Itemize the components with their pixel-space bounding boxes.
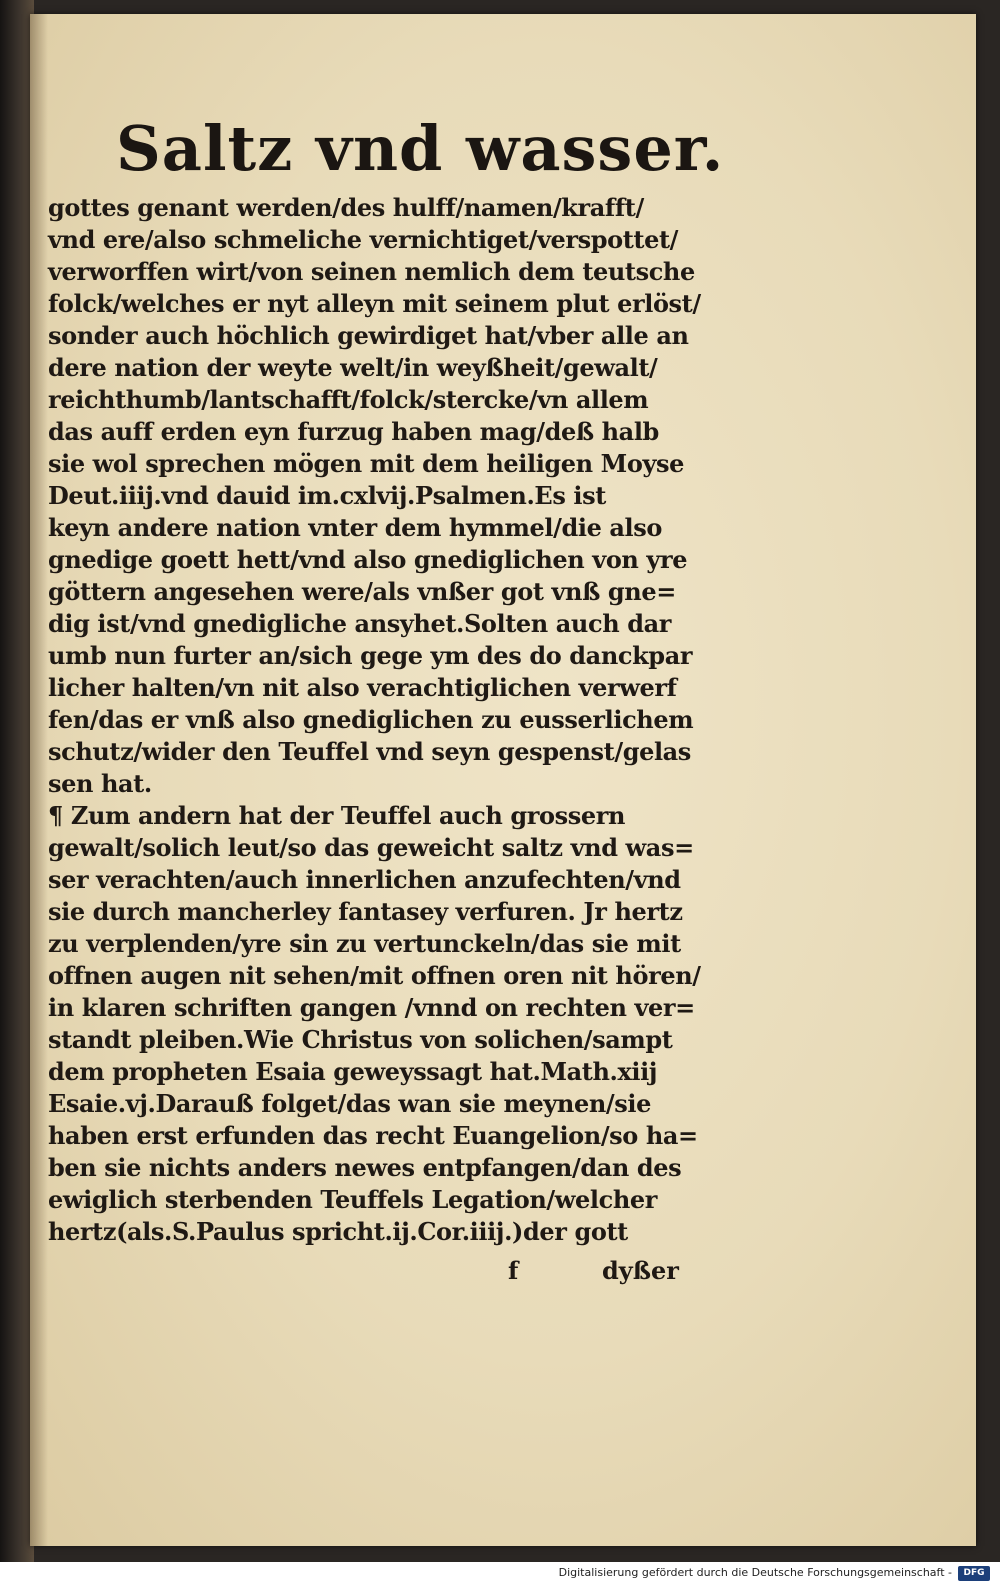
signature-mark: f bbox=[508, 1256, 519, 1285]
text-line: hertz(als.S.Paulus spricht.ij.Cor.iiij.)der gott bbox=[48, 1217, 628, 1246]
page-gutter-shadow bbox=[30, 14, 48, 1546]
text-line: haben erst erfunden das recht Euangelion/so ha= bbox=[48, 1121, 698, 1150]
text-line: standt pleiben.Wie Christus von solichen/sampt bbox=[48, 1025, 673, 1054]
text-line: offnen augen nit sehen/mit offnen oren nit hören/ bbox=[48, 961, 701, 990]
dfg-logo: DFG bbox=[958, 1566, 990, 1581]
text-line: Deut.iiij.vnd dauid im.cxlvij.Psalmen.Es ist bbox=[48, 481, 606, 510]
text-line: sonder auch höchlich gewirdiget hat/vber alle an bbox=[48, 321, 689, 350]
text-line: keyn andere nation vnter dem hymmel/die also bbox=[48, 513, 662, 542]
text-line: vnd ere/also schmeliche vernichtiget/verspottet/ bbox=[48, 225, 679, 254]
catchword: dyßer bbox=[602, 1256, 679, 1285]
paragraph-start-line: ¶ Zum andern hat der Teuffel auch grossern bbox=[48, 801, 625, 830]
book-page bbox=[30, 14, 976, 1546]
text-line: dem propheten Esaia geweyssagt hat.Math.xiij bbox=[48, 1057, 658, 1086]
footer-bar bbox=[0, 1562, 1000, 1586]
text-line: folck/welches er nyt alleyn mit seinem plut erlöst/ bbox=[48, 289, 701, 318]
text-line: Esaie.vj.Darauß folget/das wan sie meynen/sie bbox=[48, 1089, 651, 1118]
text-line: das auff erden eyn furzug haben mag/deß halb bbox=[48, 417, 659, 446]
book-spine bbox=[0, 0, 34, 1562]
text-line: in klaren schriften gangen /vnnd on rechten ver= bbox=[48, 993, 695, 1022]
text-line: sen hat. bbox=[48, 769, 152, 798]
text-line: ser verachten/auch innerlichen anzufechten/vnd bbox=[48, 865, 681, 894]
text-line: zu verplenden/yre sin zu vertunckeln/das sie mit bbox=[48, 929, 681, 958]
running-head: Saltz vnd wasser. bbox=[116, 112, 725, 185]
body-text bbox=[48, 192, 748, 1248]
text-line: ben sie nichts anders newes entpfangen/dan des bbox=[48, 1153, 682, 1182]
text-line: reichthumb/lantschafft/folck/stercke/vn allem bbox=[48, 385, 649, 414]
text-line: schutz/wider den Teuffel vnd seyn gespenst/gelas bbox=[48, 737, 691, 766]
text-line: gewalt/solich leut/so das geweicht saltz vnd was= bbox=[48, 833, 694, 862]
text-line: ewiglich sterbenden Teuffels Legation/welcher bbox=[48, 1185, 658, 1214]
text-line: licher halten/vn nit also verachtiglichen verwerf bbox=[48, 673, 677, 702]
text-line: gnedige goett hett/vnd also gnediglichen von yre bbox=[48, 545, 688, 574]
text-line: sie durch mancherley fantasey verfuren. Jr hertz bbox=[48, 897, 683, 926]
text-line: umb nun furter an/sich gege ym des do danckpar bbox=[48, 641, 693, 670]
text-line: fen/das er vnß also gnediglichen zu eusserlichem bbox=[48, 705, 694, 734]
text-line: dig ist/vnd gnedigliche ansyhet.Solten auch dar bbox=[48, 609, 671, 638]
text-line: göttern angesehen were/als vnßer got vnß gne= bbox=[48, 577, 676, 606]
text-line: dere nation der weyte welt/in weyßheit/gewalt/ bbox=[48, 353, 658, 382]
text-line: sie wol sprechen mögen mit dem heiligen Moyse bbox=[48, 449, 684, 478]
text-line: gottes genant werden/des hulff/namen/krafft/ bbox=[48, 193, 644, 222]
text-line: verworffen wirt/von seinen nemlich dem teutsche bbox=[48, 257, 695, 286]
funding-credit: Digitalisierung gefördert durch die Deutsche Forschungsgemeinschaft - bbox=[558, 1566, 952, 1579]
